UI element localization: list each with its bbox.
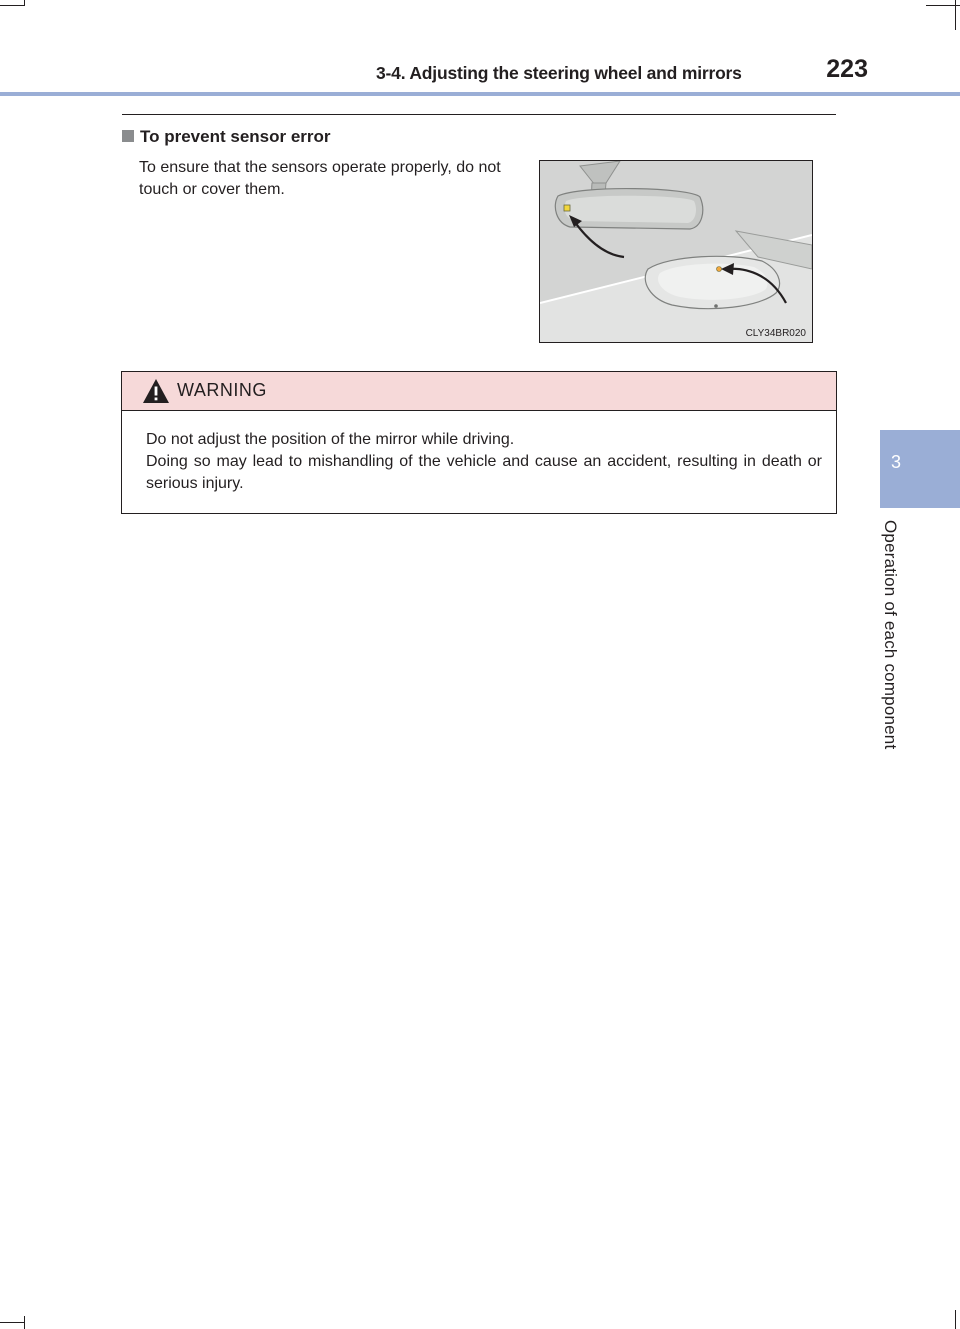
warning-line: Doing so may lead to mishandling of the vehicle and cause an accident, resulting in death or serious injury. (146, 453, 822, 492)
warning-text (146, 429, 822, 495)
header-rule (0, 92, 960, 96)
crop-mark (24, 1316, 25, 1329)
section-heading (122, 127, 331, 147)
section-heading-text: To prevent sensor error (140, 127, 331, 146)
content-rule (122, 114, 836, 115)
chapter-tab-number: 3 (890, 452, 901, 472)
crop-mark (24, 0, 25, 6)
warning-triangle-icon (142, 378, 170, 404)
mirror-sensor-illustration (539, 160, 813, 343)
square-bullet-icon (122, 130, 134, 142)
warning-header (122, 372, 836, 411)
figure-code: CLY34BR020 (745, 328, 806, 339)
section-body: To ensure that the sensors operate properly, do not touch or cover them. (139, 159, 501, 198)
crop-mark (0, 1322, 24, 1323)
page-number: 223 (826, 55, 868, 83)
crop-mark (0, 5, 24, 6)
crop-mark (955, 0, 956, 30)
chapter-tab-label: Operation of each component (881, 520, 900, 750)
warning-title: WARNING (177, 380, 267, 400)
chapter-title: 3-4. Adjusting the steering wheel and mirrors (376, 63, 742, 83)
warning-box (121, 371, 837, 514)
crop-mark (955, 1310, 956, 1329)
mirror-illustration (540, 161, 812, 342)
warning-line: Do not adjust the position of the mirror while driving. (146, 431, 515, 448)
